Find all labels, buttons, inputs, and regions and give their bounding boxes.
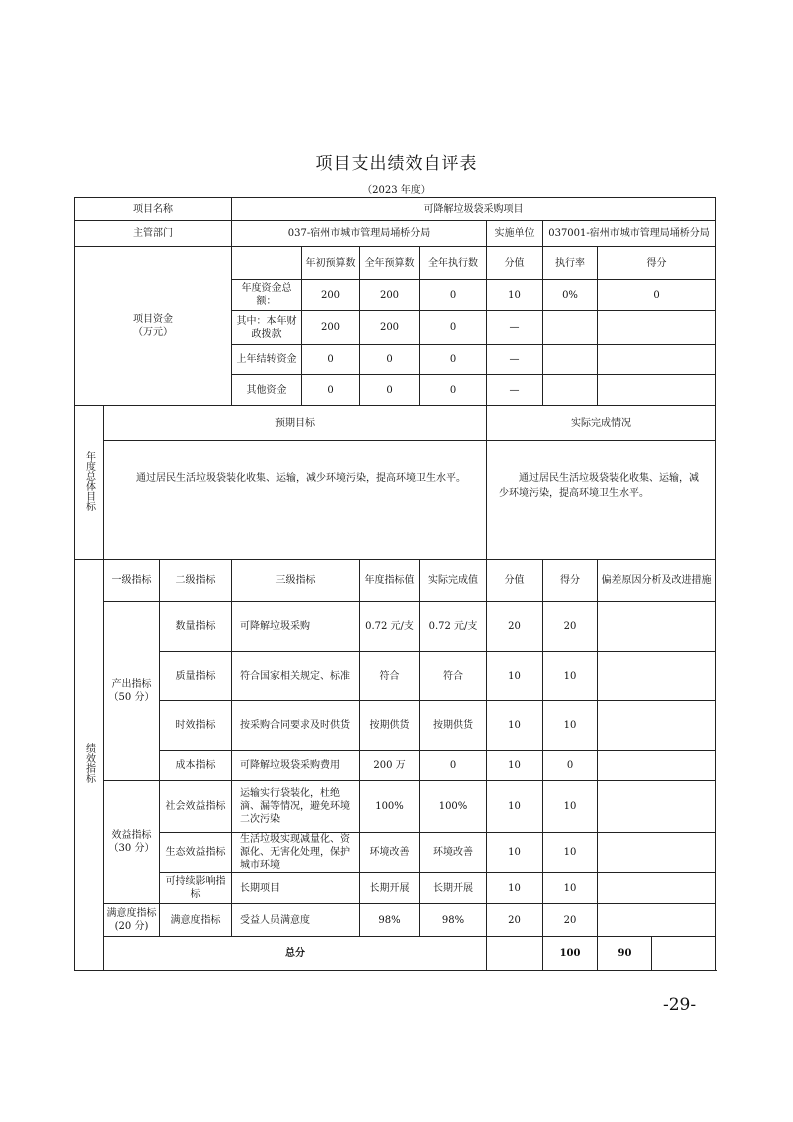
funds-label: 项目资金: [133, 314, 173, 325]
funds-cell: 0: [420, 375, 487, 406]
reason-cell: [598, 833, 716, 873]
funds-cell: [543, 375, 598, 406]
actual-cell: 环境改善: [420, 833, 487, 873]
actual-cell: 98%: [420, 904, 487, 937]
indicator-header: 二级指标: [160, 560, 232, 602]
actual-cell: 100%: [420, 781, 487, 833]
funds-header: 全年预算数: [360, 247, 420, 280]
total-label: 总分: [104, 937, 487, 971]
funds-cell: 0: [420, 311, 487, 345]
unit-value: 037001-宿州市城市管理局埇桥分局: [543, 221, 716, 247]
total-got: 90: [598, 937, 652, 971]
target-cell: 长期开展: [360, 873, 420, 904]
level2-cell: 生态效益指标: [160, 833, 232, 873]
dept-value: 037-宿州市城市管理局埇桥分局: [232, 221, 487, 247]
page-subtitle: （2023 年度）: [362, 185, 431, 196]
level2-cell: 质量指标: [160, 652, 232, 701]
indicator-header: 三级指标: [232, 560, 360, 602]
funds-header: 年初预算数: [302, 247, 360, 280]
score-cell: 10: [487, 751, 543, 781]
funds-cell: 0: [302, 375, 360, 406]
level3-cell: 可降解垃圾采购: [232, 602, 360, 652]
funds-cell: [543, 311, 598, 345]
indicator-header: 分值: [487, 560, 543, 602]
total-blank: [487, 937, 543, 971]
funds-cell: —: [487, 345, 543, 375]
indicators-label: 绩效指标: [83, 743, 95, 783]
funds-header-blank: [232, 247, 302, 280]
level2-cell: 社会效益指标: [160, 781, 232, 833]
funds-cell: [598, 311, 716, 345]
reason-cell: [598, 781, 716, 833]
got-cell: 20: [543, 904, 598, 937]
target-cell: 环境改善: [360, 833, 420, 873]
score-cell: 10: [487, 781, 543, 833]
project-name-label: 项目名称: [75, 198, 232, 221]
reason-cell: [598, 652, 716, 701]
actual-cell: 0: [420, 751, 487, 781]
indicator-header: 偏差原因分析及改进措施: [598, 560, 716, 602]
score-cell: 10: [487, 833, 543, 873]
indicators-label-cell: [75, 560, 104, 971]
actual-cell: 符合: [420, 652, 487, 701]
level3-cell: 按采购合同要求及时供货: [232, 701, 360, 751]
funds-cell: 10: [487, 280, 543, 311]
got-cell: 10: [543, 833, 598, 873]
got-cell: 0: [543, 751, 598, 781]
performance-table: [74, 197, 716, 971]
funds-cell: 0%: [543, 280, 598, 311]
indicator-header: 一级指标: [104, 560, 160, 602]
level3-cell: 受益人员满意度: [232, 904, 360, 937]
funds-row-label: 其他资金: [232, 375, 302, 406]
level2-cell: 时效指标: [160, 701, 232, 751]
funds-cell: [598, 375, 716, 406]
funds-cell: 0: [302, 345, 360, 375]
funds-cell: 0: [360, 345, 420, 375]
score-cell: 10: [487, 873, 543, 904]
funds-row-label: 上年结转资金: [232, 345, 302, 375]
target-cell: 100%: [360, 781, 420, 833]
page-title: 项目支出绩效自评表: [315, 154, 478, 174]
level1-output: 产出指标（50 分）: [104, 602, 160, 781]
funds-cell: 200: [360, 280, 420, 311]
level1-benefit: 效益指标（30 分）: [104, 781, 160, 904]
reason-cell: [598, 904, 716, 937]
got-cell: 20: [543, 602, 598, 652]
reason-cell: [598, 751, 716, 781]
level2-cell: 成本指标: [160, 751, 232, 781]
funds-row-label: 年度资金总额：: [232, 280, 302, 311]
reason-cell: [598, 701, 716, 751]
reason-cell: [598, 602, 716, 652]
funds-header: 全年执行数: [420, 247, 487, 280]
actual-cell: 按期供货: [420, 701, 487, 751]
unit-label: 实施单位: [487, 221, 543, 247]
indicator-header: 年度指标值: [360, 560, 420, 602]
reason-cell: [598, 873, 716, 904]
funds-cell: 0: [598, 280, 716, 311]
score-cell: 10: [487, 701, 543, 751]
funds-header: 得分: [598, 247, 716, 280]
level3-cell: 生活垃圾实现减量化、资源化、无害化处理，保护城市环境: [232, 833, 360, 873]
level2-cell: 满意度指标: [160, 904, 232, 937]
dept-label: 主管部门: [75, 221, 232, 247]
funds-cell: [543, 345, 598, 375]
funds-cell: 200: [360, 311, 420, 345]
total-reason: [652, 937, 716, 971]
total-score: 100: [543, 937, 598, 971]
funds-header: 分值: [487, 247, 543, 280]
level3-cell: 可降解垃圾袋采购费用: [232, 751, 360, 781]
funds-cell: 0: [360, 375, 420, 406]
target-cell: 按期供货: [360, 701, 420, 751]
score-cell: 20: [487, 602, 543, 652]
level3-cell: 运输实行袋装化，杜绝滴、漏等情况，避免环境二次污染: [232, 781, 360, 833]
score-cell: 10: [487, 652, 543, 701]
level3-cell: 长期项目: [232, 873, 360, 904]
actual-cell: 0.72 元/支: [420, 602, 487, 652]
level2-cell: 数量指标: [160, 602, 232, 652]
got-cell: 10: [543, 652, 598, 701]
target-cell: 98%: [360, 904, 420, 937]
expected-goal-header: 预期目标: [104, 406, 487, 441]
funds-label-cell: [75, 247, 232, 406]
funds-cell: [598, 345, 716, 375]
funds-header: 执行率: [543, 247, 598, 280]
page-number: -29-: [663, 995, 697, 1015]
goals-label: 年度总体目标: [83, 450, 95, 511]
project-name-value: 可降解垃圾袋采购项目: [232, 198, 716, 221]
actual-goal-text: 通过居民生活垃圾袋装化收集、运输，减少环境污染，提高环境卫生水平。: [487, 441, 716, 560]
funds-cell: 200: [302, 280, 360, 311]
funds-cell: —: [487, 311, 543, 345]
score-cell: 20: [487, 904, 543, 937]
level3-cell: 符合国家相关规定、标准: [232, 652, 360, 701]
got-cell: 10: [543, 701, 598, 751]
got-cell: 10: [543, 781, 598, 833]
funds-cell: 0: [420, 345, 487, 375]
target-cell: 200 万: [360, 751, 420, 781]
funds-cell: 200: [302, 311, 360, 345]
funds-cell: —: [487, 375, 543, 406]
funds-cell: 0: [420, 280, 487, 311]
indicator-header: 实际完成值: [420, 560, 487, 602]
target-cell: 符合: [360, 652, 420, 701]
level1-satisfaction: 满意度指标(20 分): [104, 904, 160, 937]
actual-goal-header: 实际完成情况: [487, 406, 716, 441]
level2-cell: 可持续影响指标: [160, 873, 232, 904]
indicator-header: 得分: [543, 560, 598, 602]
funds-row-label: 其中：本年财政拨款: [232, 311, 302, 345]
got-cell: 10: [543, 873, 598, 904]
target-cell: 0.72 元/支: [360, 602, 420, 652]
expected-goal-text: 通过居民生活垃圾袋装化收集、运输，减少环境污染，提高环境卫生水平。: [104, 441, 487, 560]
goals-label-cell: [75, 406, 104, 560]
funds-label-unit: （万元）: [133, 327, 173, 338]
actual-cell: 长期开展: [420, 873, 487, 904]
